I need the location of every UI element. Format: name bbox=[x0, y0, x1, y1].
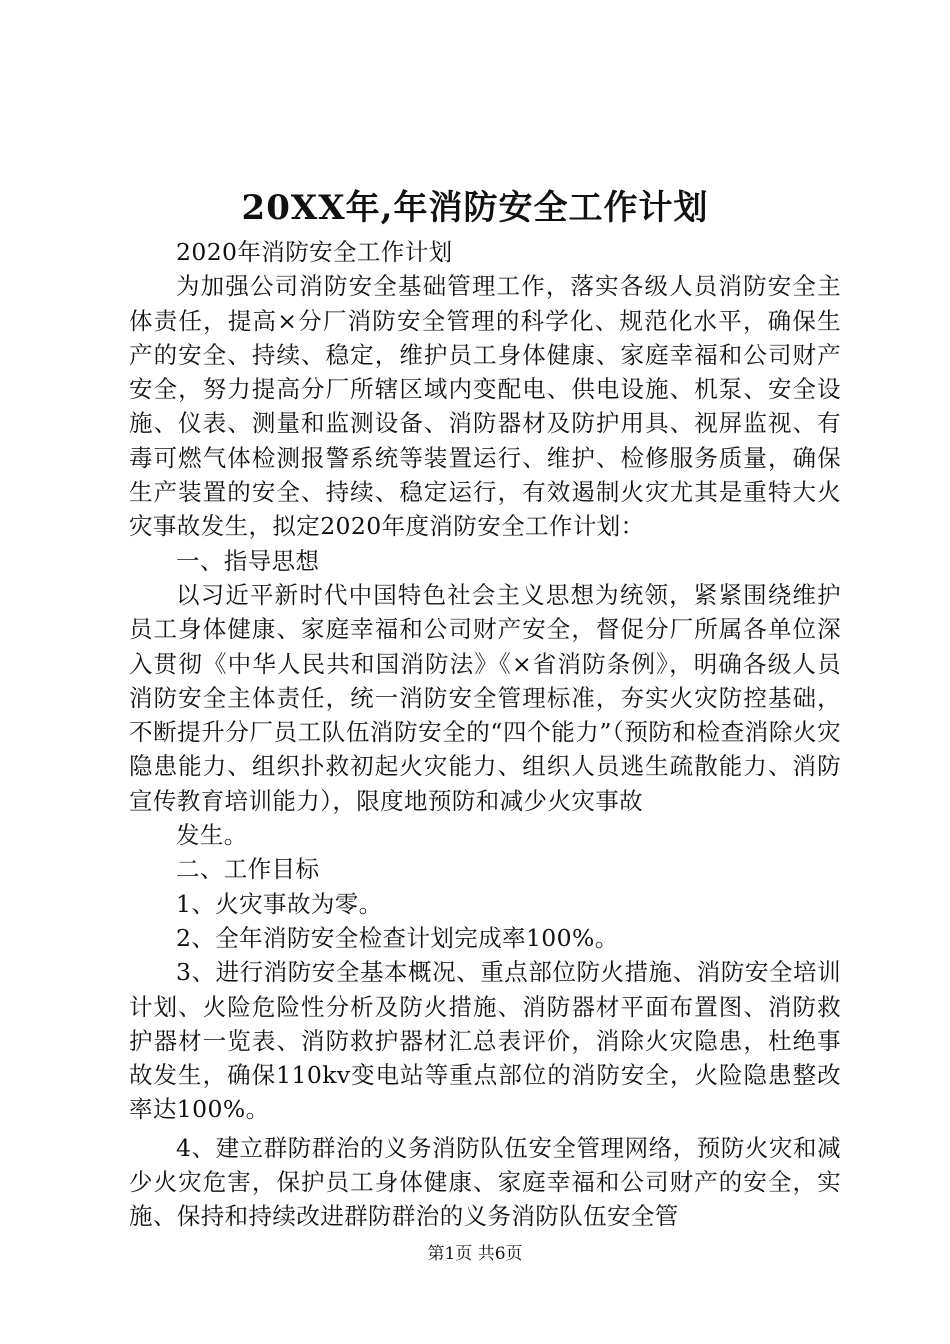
document-body bbox=[129, 235, 841, 1234]
section-heading-guiding-ideology: 一、指导思想 bbox=[176, 546, 320, 575]
paragraph-continuation: 发生。 bbox=[176, 821, 248, 850]
paragraph-intro: 为加强公司消防安全基础管理工作，落实各级人员消防安全主体责任，提高×分厂消防安全管理的科学化、规范化水平，确保生产的安全、持续、稳定，维护员工身体健康、家庭幸福和公司财产安全，努力提高分厂所辖区域内变配电、供电设施、机泵、安全设施、仪表、测量和监测设备、消防器材及防护用具、视屏监视、有毒可燃气体检测报警系统等装置运行、维护、检修服务质量，确保生产装置的安全、持续、稳定运行，有效遏制火灾尤其是重特大火灾事故发生，拟定2020年度消防安全工作计划： bbox=[129, 272, 841, 541]
goal-item-1: 1、火灾事故为零。 bbox=[176, 889, 383, 918]
paragraph-guiding-ideology: 以习近平新时代中国特色社会主义思想为统领，紧紧围绕维护员工身体健康、家庭幸福和公司财产安全，督促分厂所属各单位深入贯彻《中华人民共和国消防法》《×省消防条例》，明确各级人员消防安全主体责任，统一消防安全管理标准，夯实火灾防控基础，不断提升分厂员工队伍消防安全的“四个能力”（预防和检查消除火灾隐患能力、组织扑救初起火灾能力、组织人员逃生疏散能力、消防宣传教育培训能力），限度地预防和减少火灾事故 bbox=[129, 580, 841, 815]
paragraph-subtitle: 2020年消防安全工作计划 bbox=[176, 238, 453, 266]
goal-item-3: 3、进行消防安全基本概况、重点部位防火措施、消防安全培训计划、火险危险性分析及防火措施、消防器材平面布置图、消防救护器材一览表、消防救护器材汇总表评价，消除火灾隐患，杜绝事故发生，确保110kv变电站等重点部位的消防安全，火险隐患整改率达100%。 bbox=[129, 958, 841, 1124]
page-footer: 第1页 共6页 bbox=[427, 1244, 523, 1264]
goal-item-4: 4、建立群防群治的义务消防队伍安全管理网络，预防火灾和减少火灾危害，保护员工身体健康、家庭幸福和公司财产的安全，实施、保持和持续改进群防群治的义务消防队伍安全管 bbox=[129, 1133, 841, 1231]
goal-item-2: 2、全年消防安全检查计划完成率100%。 bbox=[176, 923, 619, 952]
section-heading-work-goals: 二、工作目标 bbox=[176, 855, 320, 884]
document-title: 20XX年,年消防安全工作计划 bbox=[241, 188, 709, 228]
